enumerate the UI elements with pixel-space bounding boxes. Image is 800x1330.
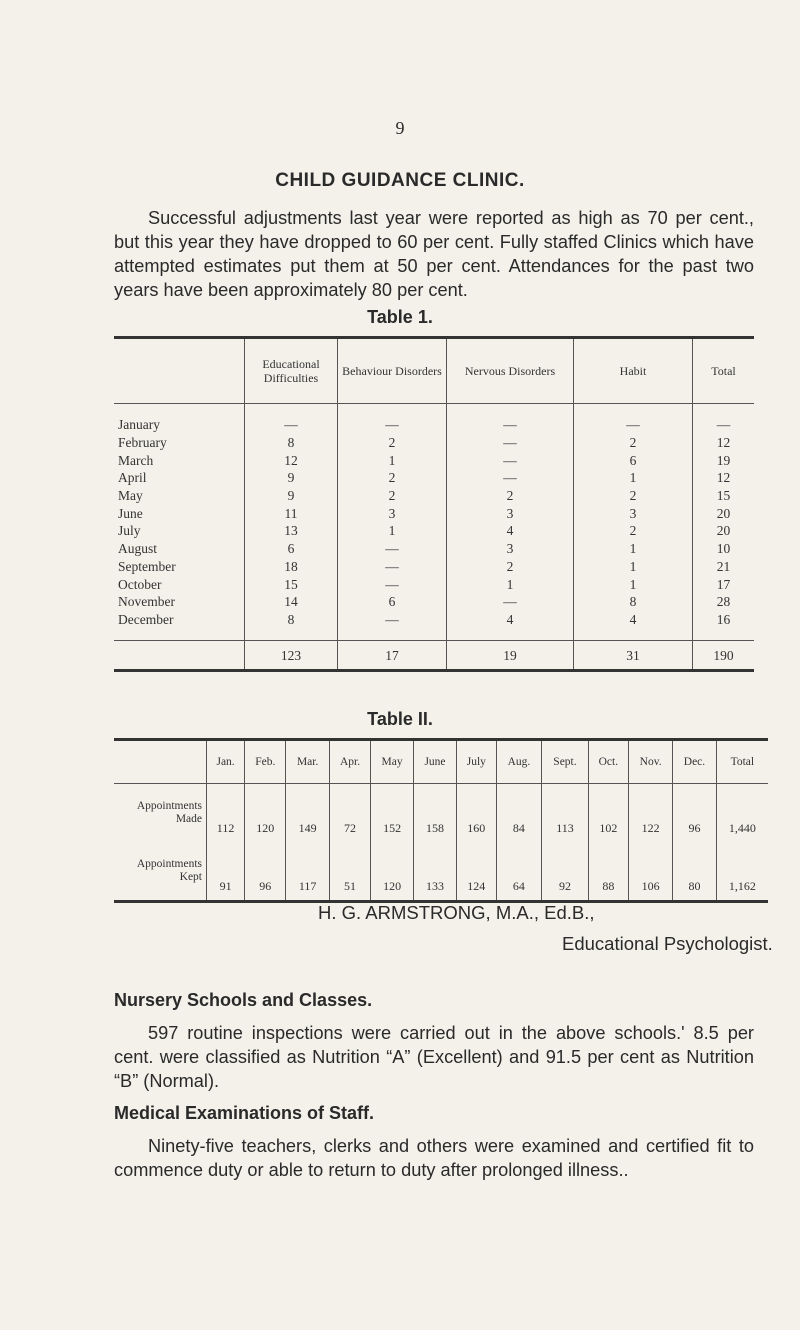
table1-cell: 2: [447, 558, 574, 576]
table1-cell: 15: [245, 575, 338, 593]
table1-cell: 20: [693, 504, 755, 522]
table-row: [114, 487, 754, 505]
table1-cell: 9: [245, 469, 338, 487]
table1-cell: 17: [693, 575, 755, 593]
table1-month-cell: [114, 451, 245, 469]
table1-total-cell: 31: [574, 641, 693, 671]
table2-cell: 91: [207, 842, 245, 902]
table1-cell: 8: [245, 434, 338, 452]
table1-cell: 19: [693, 451, 755, 469]
table1-month-cell: [114, 558, 245, 576]
table-row: [114, 575, 754, 593]
table1-total-cell: 19: [447, 641, 574, 671]
signature-role: Educational Psychologist.: [562, 933, 773, 954]
table2-cell: 84: [496, 784, 542, 843]
table2-cell: 158: [414, 784, 457, 843]
table2-header-cell: Sept.: [542, 740, 589, 784]
table2-row-label: Appointments Kept: [136, 858, 202, 883]
table1-cell: —: [338, 575, 447, 593]
table1-month-cell: [114, 522, 245, 540]
table1-month-cell: [114, 540, 245, 558]
table1-cell: —: [338, 416, 447, 434]
table2-header-cell: May: [371, 740, 414, 784]
table1-spacer-cell: [693, 628, 755, 641]
table2-header-cell: Mar.: [286, 740, 329, 784]
table2-cell: 1,440: [716, 784, 768, 843]
table1-cell: 2: [574, 434, 693, 452]
table2-header-cell: July: [456, 740, 496, 784]
table2-cell: 51: [329, 842, 370, 902]
table1-cell: —: [447, 451, 574, 469]
page-number: 9: [395, 118, 405, 138]
table1-cell: 12: [693, 434, 755, 452]
table1-total-cell: 190: [693, 641, 755, 671]
table1-header-nervous: Nervous Disorders: [447, 338, 574, 404]
page-title: CHILD GUIDANCE CLINIC.: [275, 170, 525, 191]
signature-name: H. G. ARMSTRONG, M.A., Ed.B.,: [318, 902, 595, 923]
table1-cell: —: [574, 416, 693, 434]
table1-spacer-cell: [114, 628, 245, 641]
table1-month-label: November: [118, 594, 175, 610]
table2-header-cell: Nov.: [629, 740, 673, 784]
table1-totals-row: [114, 641, 754, 671]
table1-cell: 1: [338, 522, 447, 540]
table1-spacer-row: [114, 404, 754, 417]
table1-cell: 11: [245, 504, 338, 522]
table1-cell: 10: [693, 540, 755, 558]
table1-month-cell: [114, 575, 245, 593]
table1-cell: 2: [574, 522, 693, 540]
table1-month-label: October: [118, 576, 162, 592]
table1-spacer-cell: [338, 404, 447, 417]
table1-cell: 14: [245, 593, 338, 611]
table1: [114, 336, 754, 672]
table1-spacer-cell: [338, 628, 447, 641]
table2-header-cell: Total: [716, 740, 768, 784]
table-row: [114, 434, 754, 452]
table2-caption: Table II.: [367, 709, 433, 729]
table1-cell: 1: [574, 558, 693, 576]
table1-month-label: May: [118, 488, 143, 504]
table1-spacer-row: [114, 628, 754, 641]
nursery-heading: Nursery Schools and Classes.: [114, 990, 373, 1010]
table1-cell: 9: [245, 487, 338, 505]
table-row: [114, 611, 754, 629]
intro-paragraph: Successful adjustments last year were reported as high as 70 per cent., but this year they have dropped to 60 per cent. Fully staffed Clinics which have attempted estimates put them at 50 per cent. Attendances for the past two years have been approximately 80 per cent.: [114, 208, 754, 300]
table1-cell: —: [447, 434, 574, 452]
table1-cell: 4: [447, 611, 574, 629]
table1-header-total: Total: [693, 338, 755, 404]
table1-spacer-cell: [245, 404, 338, 417]
table1-cell: 15: [693, 487, 755, 505]
table1-caption: Table 1.: [367, 307, 433, 327]
table1-cell: 3: [574, 504, 693, 522]
table-row: [114, 451, 754, 469]
table2-cell: 96: [245, 842, 286, 902]
table1-cell: —: [245, 416, 338, 434]
table1-cell: 1: [574, 575, 693, 593]
table2-cell: 64: [496, 842, 542, 902]
table1-cell: 20: [693, 522, 755, 540]
table2-cell: 117: [286, 842, 329, 902]
table-row: [114, 469, 754, 487]
table1-spacer-cell: [574, 404, 693, 417]
table-row: [114, 522, 754, 540]
table2-cell: 102: [588, 784, 628, 843]
table1-header-educational: Educational Difficulties: [245, 338, 338, 404]
table2-cell: 160: [456, 784, 496, 843]
table1-total-cell: 17: [338, 641, 447, 671]
table2-header-cell: Apr.: [329, 740, 370, 784]
table2-cell: 122: [629, 784, 673, 843]
table2-cell: 120: [245, 784, 286, 843]
table2-cell: 149: [286, 784, 329, 843]
table1-cell: 3: [447, 540, 574, 558]
table1-month-cell: [114, 416, 245, 434]
table1-month-label: February: [118, 435, 167, 451]
table1-month-label: December: [118, 611, 174, 627]
table1-spacer-cell: [447, 404, 574, 417]
table-row: [114, 558, 754, 576]
table1-month-cell: [114, 434, 245, 452]
table1-month-cell: [114, 504, 245, 522]
table2-header-cell: Oct.: [588, 740, 628, 784]
table-row: [114, 593, 754, 611]
table-row: [114, 504, 754, 522]
table1-cell: 28: [693, 593, 755, 611]
table1-cell: 3: [447, 504, 574, 522]
table2-header-cell: June: [414, 740, 457, 784]
table1-spacer-cell: [114, 404, 245, 417]
table1-header-habit: Habit: [574, 338, 693, 404]
table2-cell: 120: [371, 842, 414, 902]
table1-month-cell: [114, 487, 245, 505]
table1-cell: 8: [245, 611, 338, 629]
table2-cell: 106: [629, 842, 673, 902]
table1-spacer-cell: [574, 628, 693, 641]
table2-header-cell: Dec.: [673, 740, 716, 784]
table2-cell: 112: [207, 784, 245, 843]
table2-header-cell: [114, 740, 207, 784]
table1-spacer-cell: [693, 404, 755, 417]
table2-cell: 92: [542, 842, 589, 902]
table2: [114, 738, 768, 903]
table1-cell: 12: [693, 469, 755, 487]
table1-cell: 21: [693, 558, 755, 576]
table1-cell: 13: [245, 522, 338, 540]
table2-cell: 72: [329, 784, 370, 843]
table2-cell: 133: [414, 842, 457, 902]
table-row: [114, 416, 754, 434]
table1-header-behaviour: Behaviour Disorders: [338, 338, 447, 404]
table1-month-cell: [114, 469, 245, 487]
table1-cell: 6: [338, 593, 447, 611]
table1-cell: 1: [447, 575, 574, 593]
table1-total-cell: 123: [245, 641, 338, 671]
table1-month-label: April: [118, 470, 147, 486]
table1-cell: 6: [245, 540, 338, 558]
table2-row-label: Appointments Made: [136, 800, 202, 825]
table-row: [114, 540, 754, 558]
table2-cell: 88: [588, 842, 628, 902]
table2-header-row: [114, 740, 768, 784]
table1-month-cell: [114, 593, 245, 611]
staff-paragraph: Ninety-five teachers, clerks and others were examined and certified fit to commence duty or able to return to duty after prolonged illness..: [114, 1136, 754, 1180]
table1-spacer-cell: [245, 628, 338, 641]
table1-cell: 2: [447, 487, 574, 505]
table1-cell: 4: [447, 522, 574, 540]
table1-cell: —: [338, 558, 447, 576]
table1-cell: 16: [693, 611, 755, 629]
table1-cell: 1: [574, 469, 693, 487]
table1-cell: 2: [338, 487, 447, 505]
table1-month-label: June: [118, 505, 143, 521]
table-row: [114, 784, 768, 843]
table1-cell: 6: [574, 451, 693, 469]
table1-cell: —: [338, 540, 447, 558]
table1-cell: 4: [574, 611, 693, 629]
table2-cell: 1,162: [716, 842, 768, 902]
table1-cell: —: [447, 416, 574, 434]
table2-cell: 124: [456, 842, 496, 902]
table1-spacer-cell: [447, 628, 574, 641]
table1-cell: 2: [338, 469, 447, 487]
table-row: [114, 842, 768, 902]
table1-cell: 18: [245, 558, 338, 576]
table1-cell: 2: [338, 434, 447, 452]
table1-month-label: August: [118, 541, 158, 557]
table1-month-label: July: [118, 523, 141, 539]
table1-cell: 8: [574, 593, 693, 611]
table2-header-cell: Jan.: [207, 740, 245, 784]
table1-header-row: [114, 338, 754, 404]
table1-cell: —: [447, 593, 574, 611]
table1-cell: 2: [574, 487, 693, 505]
table1-month-label: September: [118, 558, 176, 574]
table2-cell: 152: [371, 784, 414, 843]
table1-cell: —: [338, 611, 447, 629]
table2-cell: 80: [673, 842, 716, 902]
table1-cell: 1: [338, 451, 447, 469]
table1-cell: —: [693, 416, 755, 434]
table2-cell: 113: [542, 784, 589, 843]
staff-heading: Medical Examinations of Staff.: [114, 1103, 375, 1123]
table2-header-cell: Feb.: [245, 740, 286, 784]
table1-cell: 12: [245, 451, 338, 469]
table1-header-blank: [114, 338, 245, 404]
table1-cell: 1: [574, 540, 693, 558]
table2-cell: 96: [673, 784, 716, 843]
table1-month-label: January: [118, 417, 160, 433]
table1-month-label: March: [118, 452, 154, 468]
table1-cell: 3: [338, 504, 447, 522]
nursery-paragraph: 597 routine inspections were carried out in the above schools.' 8.5 per cent. were classified as Nutrition “A” (Excellent) and 91.5 per cent as Nutrition “B” (Normal).: [114, 1023, 754, 1091]
table2-header-cell: Aug.: [496, 740, 542, 784]
table1-totals-label-cell: [114, 641, 245, 671]
table1-month-cell: [114, 611, 245, 629]
table1-cell: —: [447, 469, 574, 487]
